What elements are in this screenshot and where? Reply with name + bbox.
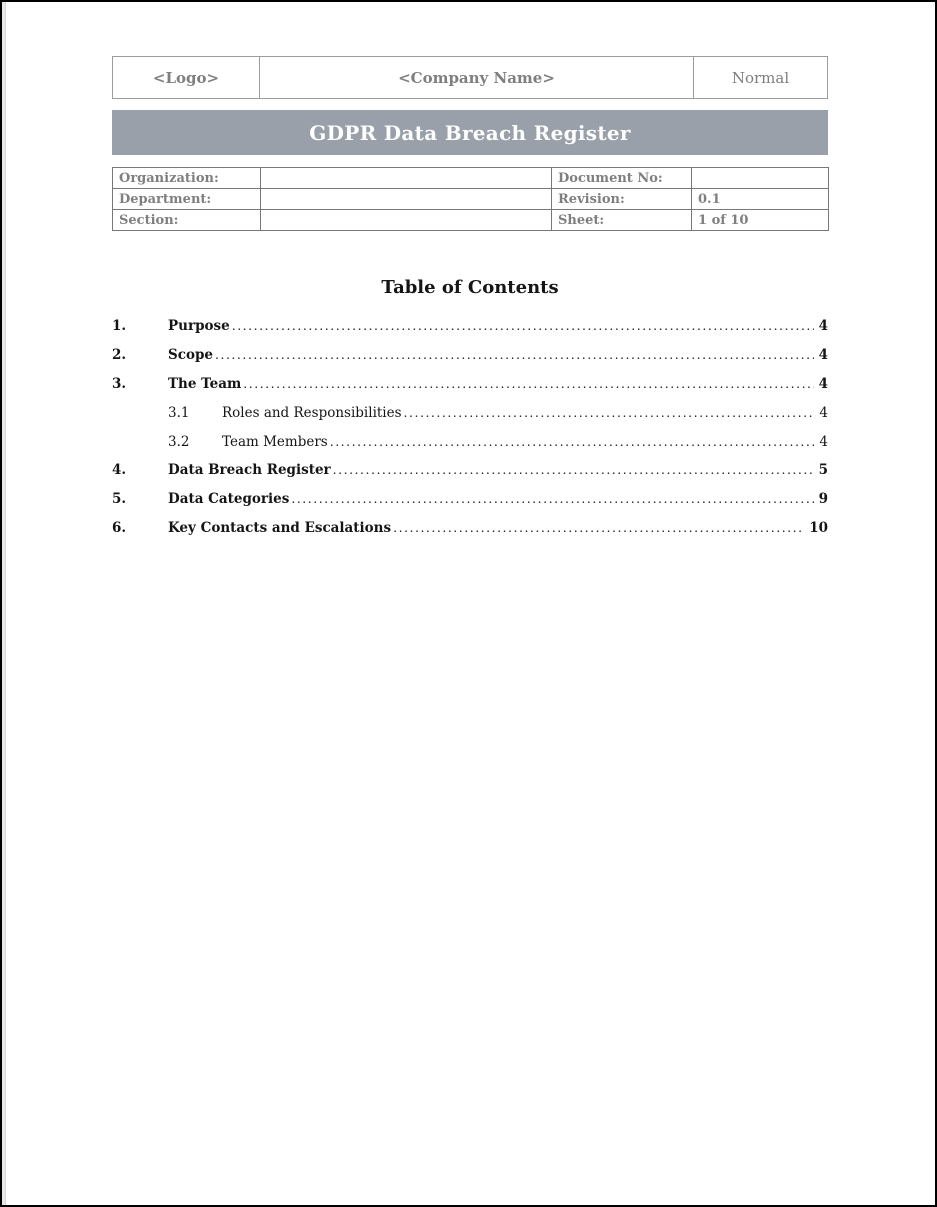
toc-leader-dots [330, 434, 815, 449]
toc-entry-roles-and-responsibilities[interactable] [112, 405, 828, 434]
toc-page-number: 5 [818, 462, 828, 479]
toc-list [112, 318, 828, 549]
header-table [112, 56, 828, 99]
toc-leader-dots [333, 462, 814, 477]
toc-entry-data-categories[interactable] [112, 491, 828, 520]
toc-title: Table of Contents [381, 277, 559, 298]
section-label: Section: [113, 210, 261, 231]
toc-leader-dots [232, 318, 814, 333]
toc-entry-number: 4. [112, 462, 127, 479]
toc-entry-number: 3. [112, 375, 127, 392]
document-no-value[interactable] [692, 168, 829, 189]
toc-leader-dots [404, 405, 815, 420]
toc-page-number: 10 [809, 520, 828, 537]
toc-page-number: 9 [818, 491, 828, 508]
revision-label: Revision: [552, 189, 692, 210]
toc-entry-number: 5. [112, 491, 127, 508]
toc-page-number: 4 [818, 375, 828, 392]
toc-entry-scope[interactable] [112, 347, 828, 376]
toc-entry-purpose[interactable] [112, 318, 828, 347]
toc-entry-label: Data Categories [168, 491, 290, 508]
toc-entry-label: Team Members [222, 433, 328, 450]
toc-entry-number: 1. [112, 318, 127, 334]
toc-entry-number: 3.2 [168, 433, 190, 450]
department-value[interactable] [261, 189, 552, 210]
toc-entry-number: 2. [112, 346, 127, 363]
logo-placeholder-cell[interactable]: <Logo> [112, 56, 260, 99]
company-name-placeholder-cell[interactable]: <Company Name> [260, 56, 694, 99]
toc-page-number: 4 [818, 346, 828, 363]
section-value[interactable] [261, 210, 552, 231]
toc-leader-dots [291, 491, 813, 506]
template-type-cell: Normal [694, 56, 828, 99]
toc-entry-key-contacts-and-escalations[interactable] [112, 520, 828, 549]
document-no-label: Document No: [552, 168, 692, 189]
organization-label: Organization: [113, 168, 261, 189]
info-row-organization [113, 168, 829, 189]
toc-entry-data-breach-register[interactable] [112, 462, 828, 491]
toc-entry-label: Data Breach Register [168, 462, 331, 479]
toc-entry-label: Purpose [168, 318, 230, 334]
toc-entry-the-team[interactable] [112, 376, 828, 405]
revision-value: 0.1 [692, 189, 829, 210]
toc-leader-dots [393, 520, 804, 535]
toc-entry-number: 6. [112, 520, 127, 537]
toc-entry-label: Scope [168, 346, 214, 363]
page-edge-strip [2, 2, 6, 1205]
info-row-section [113, 210, 829, 231]
document-title-banner: GDPR Data Breach Register [112, 110, 828, 155]
toc-page-number: 4 [819, 404, 828, 421]
toc-leader-dots [243, 376, 813, 391]
organization-value[interactable] [261, 168, 552, 189]
toc-entry-team-members[interactable] [112, 434, 828, 463]
toc-entry-label: Roles and Responsibilities [222, 404, 402, 421]
toc-leader-dots [215, 347, 814, 362]
toc-entry-label: The Team [168, 375, 242, 392]
toc-entry-number: 3.1 [168, 404, 190, 421]
department-label: Department: [113, 189, 261, 210]
sheet-value: 1 of 10 [692, 210, 829, 231]
sheet-label: Sheet: [552, 210, 692, 231]
toc-page-number: 4 [818, 318, 828, 334]
toc-entry-label: Key Contacts and Escalations [168, 520, 392, 537]
info-row-department [113, 189, 829, 210]
toc-page-number: 4 [819, 433, 828, 450]
page-content [112, 56, 828, 549]
document-info-table [112, 167, 829, 231]
